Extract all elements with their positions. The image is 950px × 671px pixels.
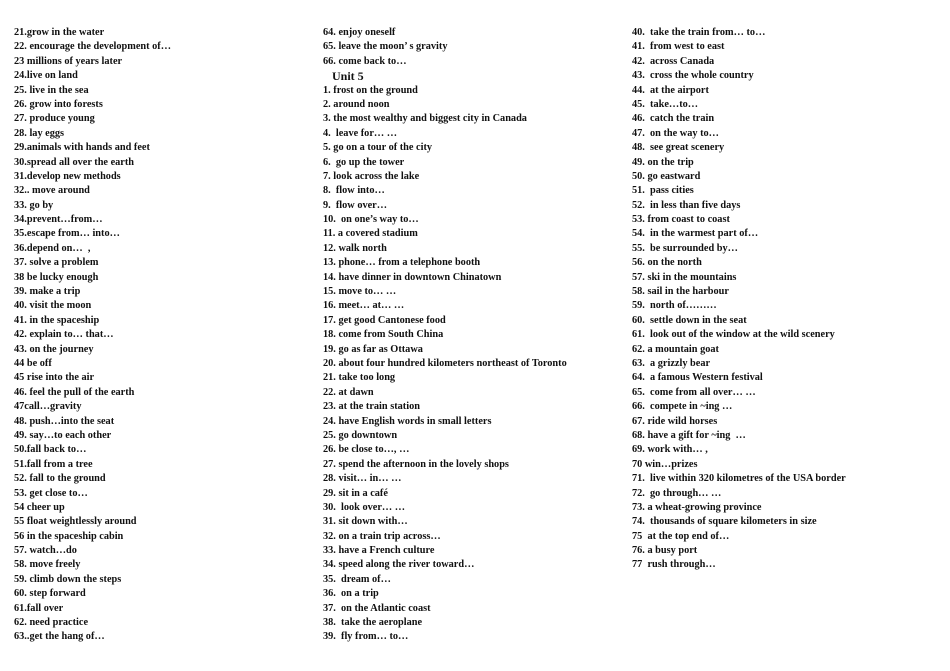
phrase-item: 27. produce young: [14, 113, 95, 125]
phrase-item: 29. sit in a café: [323, 487, 388, 499]
phrase-item: 59. climb down the steps: [14, 573, 122, 585]
phrase-item: 60. settle down in the seat: [632, 314, 747, 326]
phrase-item: 43. on the journey: [14, 343, 94, 355]
phrase-item: 59. north of………: [632, 300, 717, 312]
phrase-item: 14. have dinner in downtown Chinatown: [323, 271, 502, 283]
phrase-item: 54 cheer up: [14, 501, 65, 513]
phrase-item: 25. live in the sea: [14, 84, 89, 96]
phrase-item: 53. from coast to coast: [632, 214, 730, 226]
column-2-bottom: [323, 84, 623, 645]
phrase-item: 28. lay eggs: [14, 127, 65, 139]
phrase-item: 1. frost on the ground: [323, 84, 418, 96]
phrase-item: 2. around noon: [323, 98, 390, 110]
phrase-item: 23 millions of years later: [14, 55, 123, 67]
phrase-item: 63..get the hang of…: [14, 631, 105, 643]
phrase-item: 26. grow into forests: [14, 98, 103, 110]
phrase-item: 76. a busy port: [632, 545, 698, 557]
phrase-item: 65. come from all over… …: [632, 386, 756, 398]
phrase-item: 18. come from South China: [323, 329, 444, 341]
phrase-item: 32.. move around: [14, 185, 90, 197]
phrase-item: 29.animals with hands and feet: [14, 142, 150, 154]
phrase-item: 50. go eastward: [632, 170, 701, 182]
phrase-item: 48. push…into the seat: [14, 415, 115, 427]
phrase-item: 55 float weightlessly around: [14, 516, 137, 528]
phrase-item: 66. compete in ~ing …: [632, 401, 733, 413]
phrase-item: 22. encourage the development of…: [14, 41, 172, 53]
column-1: [14, 26, 304, 645]
unit-heading: Unit 5: [332, 69, 364, 84]
phrase-item: 35. dream of…: [323, 573, 391, 585]
phrase-item: 37. on the Atlantic coast: [323, 602, 431, 614]
phrase-item: 66. come back to…: [323, 55, 407, 67]
phrase-item: 53. get close to…: [14, 487, 88, 499]
phrase-item: 24. have English words in small letters: [323, 415, 492, 427]
phrase-item: 19. go as far as Ottawa: [323, 343, 423, 355]
phrase-item: 54. in the warmest part of…: [632, 228, 759, 240]
phrase-item: 28. visit… in… …: [323, 473, 402, 485]
phrase-item: 51. pass cities: [632, 185, 694, 197]
phrase-item: 11. a covered stadium: [323, 228, 418, 240]
phrase-item: 30. look over… …: [323, 501, 406, 513]
phrase-item: 24.live on land: [14, 70, 78, 82]
phrase-item: 75 at the top end of…: [632, 530, 730, 542]
phrase-item: 49. say…to each other: [14, 429, 112, 441]
column-2-top: [323, 26, 623, 69]
phrase-item: 46. feel the pull of the earth: [14, 386, 135, 398]
phrase-item: 36. on a trip: [323, 588, 379, 600]
phrase-item: 31.develop new methods: [14, 170, 121, 182]
phrase-item: 57. watch…do: [14, 545, 77, 557]
phrase-item: 62. a mountain goat: [632, 343, 719, 355]
phrase-item: 64. a famous Western festival: [632, 372, 763, 384]
phrase-item: 69. work with… ,: [632, 444, 708, 456]
phrase-item: 48. see great scenery: [632, 142, 725, 154]
column-2: [323, 26, 623, 645]
phrase-item: 52. in less than five days: [632, 199, 741, 211]
phrase-item: 67. ride wild horses: [632, 415, 718, 427]
phrase-item: 37. solve a problem: [14, 257, 99, 269]
phrase-item: 3. the most wealthy and biggest city in Canada: [323, 113, 527, 125]
phrase-item: 20. about four hundred kilometers northeast of Toronto: [323, 357, 567, 369]
phrase-item: 36.depend on… ,: [14, 242, 91, 254]
phrase-item: 10. on one’s way to…: [323, 214, 419, 226]
phrase-item: 56. on the north: [632, 257, 702, 269]
phrase-item: 74. thousands of square kilometers in size: [632, 516, 817, 528]
phrase-item: 5. go on a tour of the city: [323, 142, 433, 154]
phrase-item: 73. a wheat-growing province: [632, 501, 762, 513]
phrase-item: 70 win…prizes: [632, 458, 698, 470]
phrase-item: 23. at the train station: [323, 401, 420, 413]
phrase-item: 58. move freely: [14, 559, 81, 571]
phrase-item: 35.escape from… into…: [14, 228, 120, 240]
phrase-item: 50.fall back to…: [14, 444, 87, 456]
phrase-item: 52. fall to the ground: [14, 473, 106, 485]
phrase-item: 6. go up the tower: [323, 156, 405, 168]
phrase-item: 8. flow into…: [323, 185, 385, 197]
phrase-item: 56 in the spaceship cabin: [14, 530, 124, 542]
phrase-item: 39. make a trip: [14, 286, 81, 298]
phrase-item: 49. on the trip: [632, 156, 694, 168]
phrase-item: 62. need practice: [14, 617, 89, 629]
phrase-item: 47. on the way to…: [632, 127, 719, 139]
phrase-item: 68. have a gift for ~ing …: [632, 429, 746, 441]
phrase-item: 33. go by: [14, 199, 54, 211]
phrase-item: 40. visit the moon: [14, 300, 92, 312]
phrase-item: 71. live within 320 kilometres of the USA border: [632, 473, 846, 485]
phrase-item: 32. on a train trip across…: [323, 530, 441, 542]
phrase-item: 58. sail in the harbour: [632, 286, 729, 298]
phrase-item: 72. go through… …: [632, 487, 722, 499]
phrase-item: 45 rise into the air: [14, 372, 95, 384]
phrase-item: 61. look out of the window at the wild scenery: [632, 329, 835, 341]
phrase-item: 40. take the train from… to…: [632, 27, 766, 38]
phrase-item: 77 rush through…: [632, 559, 716, 571]
phrase-item: 44. at the airport: [632, 84, 709, 96]
phrase-item: 15. move to… …: [323, 286, 397, 298]
phrase-item: 27. spend the afternoon in the lovely shops: [323, 458, 509, 470]
phrase-item: 13. phone… from a telephone booth: [323, 257, 481, 269]
phrase-item: 33. have a French culture: [323, 545, 435, 557]
phrase-item: 43. cross the whole country: [632, 70, 754, 82]
phrase-item: 46. catch the train: [632, 113, 715, 125]
phrase-item: 63. a grizzly bear: [632, 357, 711, 369]
phrase-item: 26. be close to…, …: [323, 444, 410, 456]
phrase-item: 41. in the spaceship: [14, 314, 100, 326]
phrase-item: 4. leave for… …: [323, 127, 398, 139]
phrase-item: 21. take too long: [323, 372, 396, 384]
phrase-item: 60. step forward: [14, 588, 86, 600]
phrase-item: 22. at dawn: [323, 386, 374, 398]
phrase-item: 42. across Canada: [632, 55, 715, 67]
phrase-item: 12. walk north: [323, 242, 387, 254]
phrase-item: 9. flow over…: [323, 199, 388, 211]
phrase-item: 44 be off: [14, 357, 52, 369]
phrase-item: 55. be surrounded by…: [632, 242, 738, 254]
phrase-item: 31. sit down with…: [323, 516, 408, 528]
phrase-item: 38. take the aeroplane: [323, 617, 423, 629]
phrase-item: 47call…gravity: [14, 401, 82, 413]
phrase-item: 21.grow in the water: [14, 27, 105, 38]
phrase-item: 45. take…to…: [632, 98, 699, 110]
phrase-item: 65. leave the moon’ s gravity: [323, 41, 448, 53]
phrase-item: 38 be lucky enough: [14, 271, 99, 283]
phrase-item: 42. explain to… that…: [14, 329, 114, 341]
column-3: [632, 26, 942, 573]
phrase-item: 41. from west to east: [632, 41, 725, 53]
phrase-item: 51.fall from a tree: [14, 458, 93, 470]
phrase-item: 30.spread all over the earth: [14, 156, 135, 168]
phrase-item: 7. look across the lake: [323, 170, 420, 182]
phrase-item: 34.prevent…from…: [14, 214, 103, 226]
phrase-item: 17. get good Cantonese food: [323, 314, 446, 326]
phrase-item: 39. fly from… to…: [323, 631, 409, 643]
phrase-item: 25. go downtown: [323, 429, 398, 441]
phrase-item: 34. speed along the river toward…: [323, 559, 475, 571]
phrase-item: 16. meet… at… …: [323, 300, 405, 312]
phrase-item: 57. ski in the mountains: [632, 271, 737, 283]
phrase-item: 61.fall over: [14, 602, 64, 614]
phrase-item: 64. enjoy oneself: [323, 27, 396, 38]
